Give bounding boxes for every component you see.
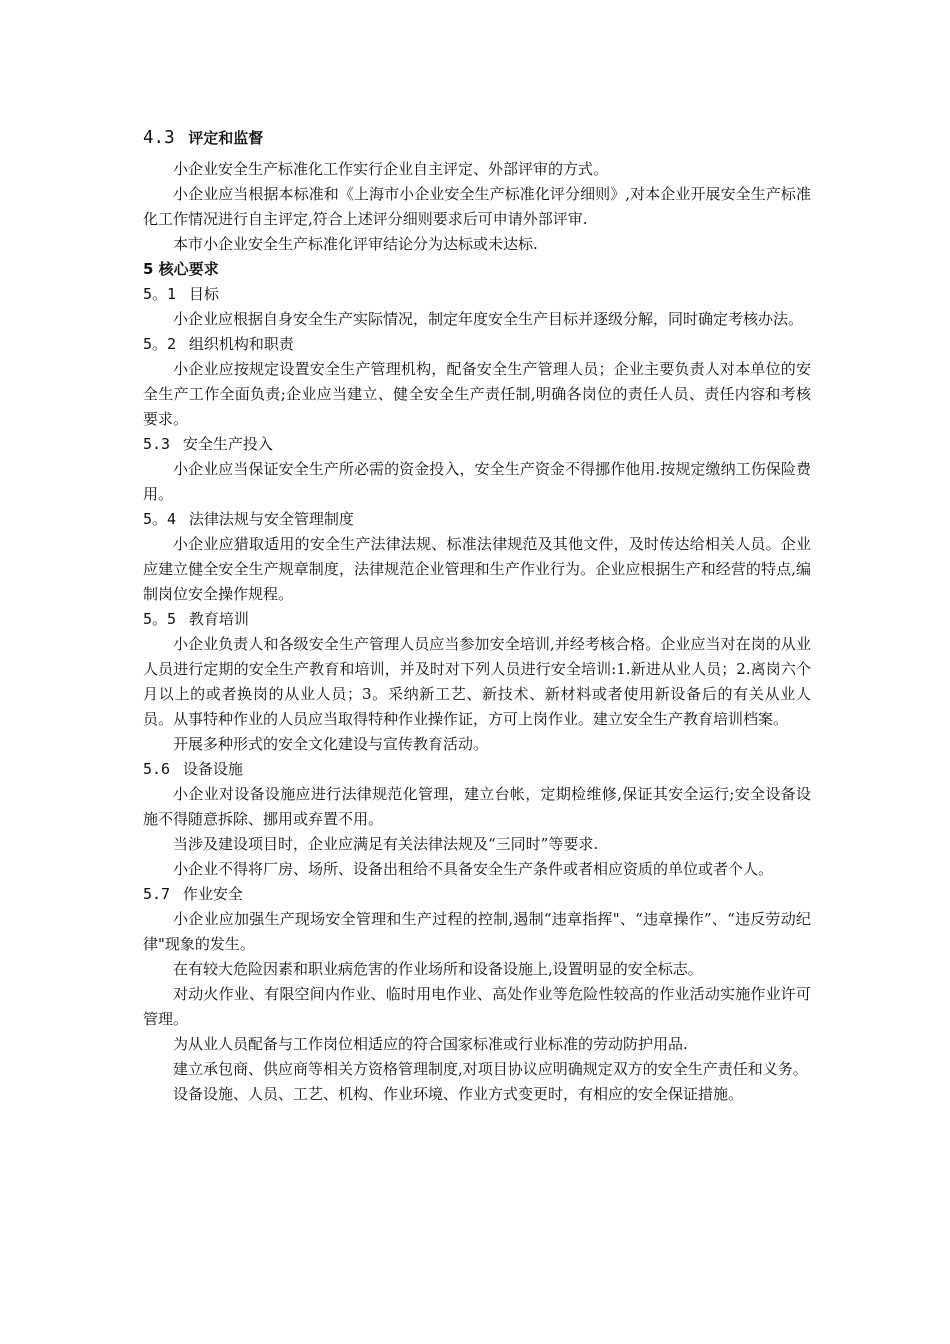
paragraph: 当涉及建设项目时，企业应满足有关法律法规及“三同时”等要求. — [173, 835, 599, 853]
section-5 — [143, 257, 811, 282]
section-heading — [143, 332, 811, 357]
section-5-5 — [143, 607, 811, 757]
section-title: 核心要求 — [158, 260, 219, 278]
section-title: 教育培训 — [188, 610, 249, 628]
paragraph: 小企业应按规定设置安全生产管理机构，配备安全生产管理人员；企业主要负责人对本单位的安全生产工作全面负责;企业应当建立、健全安全生产责任制,明确各岗位的责任人员、责任内容和考核要求。 — [143, 360, 811, 428]
paragraph: 小企业应当根据本标准和《上海市小企业安全生产标准化评分细则》,对本企业开展安全生产标准化工作情况进行自主评定,符合上述评分细则要求后可申请外部评审. — [143, 185, 811, 228]
section-title: 评定和监督 — [188, 129, 264, 147]
section-5-7 — [143, 882, 811, 1107]
section-number: 5。4 — [143, 510, 177, 528]
section-number: 5。2 — [143, 335, 177, 353]
paragraph: 建立承包商、供应商等相关方资格管理制度,对项目协议应明确规定双方的安全生产责任和义务。 — [173, 1060, 808, 1078]
paragraph: 小企业应加强生产现场安全管理和生产过程的控制,遏制“违章指挥"、“违章操作”、“违反劳动纪律"现象的发生。 — [143, 910, 811, 953]
section-heading — [143, 757, 811, 782]
paragraph: 小企业应根据自身安全生产实际情况，制定年度安全生产目标并逐级分解，同时确定考核办法。 — [173, 310, 804, 328]
section-number: 5 — [143, 260, 154, 278]
section-heading — [143, 282, 811, 307]
section-number: 5。5 — [143, 610, 177, 628]
section-5-3 — [143, 432, 811, 507]
section-title: 作业安全 — [182, 885, 243, 903]
paragraph: 设备设施、人员、工艺、机构、作业环境、作业方式变更时，有相应的安全保证措施。 — [173, 1085, 744, 1103]
section-number: 5.3 — [143, 435, 171, 453]
section-title: 组织机构和职责 — [188, 335, 294, 353]
paragraph: 在有较大危险因素和职业病危害的作业场所和设备设施上,设置明显的安全标志。 — [173, 960, 703, 978]
paragraph: 小企业应当保证安全生产所必需的资金投入，安全生产资金不得挪作他用.按规定缴纳工伤保险费用。 — [143, 460, 811, 503]
paragraph: 小企业不得将厂房、场所、设备出租给不具备安全生产条件或者相应资质的单位或者个人。 — [173, 860, 774, 878]
paragraph: 本市小企业安全生产标准化评审结论分为达标或未达标. — [173, 235, 538, 253]
paragraph: 小企业对设备设施应进行法律规范化管理，建立台帐，定期检维修,保证其安全运行;安全设备设施不得随意拆除、挪用或弃置不用。 — [143, 785, 811, 828]
section-number: 5。1 — [143, 285, 177, 303]
section-heading — [143, 432, 811, 457]
section-heading — [143, 607, 811, 632]
paragraph: 开展多种形式的安全文化建设与宣传教育活动。 — [173, 735, 489, 753]
paragraph: 小企业应猎取适用的安全生产法律法规、标准法律规范及其他文件，及时传达给相关人员。企业应建立健全安全生产规章制度，法律规范企业管理和生产作业行为。企业应根据生产和经营的特点,编制岗位安全操作规程。 — [143, 535, 811, 603]
section-title: 设备设施 — [182, 760, 243, 778]
section-title: 安全生产投入 — [182, 435, 273, 453]
section-4-3-body — [143, 157, 811, 257]
paragraph: 小企业安全生产标准化工作实行企业自主评定、外部评审的方式。 — [173, 160, 609, 178]
section-number: 5.6 — [143, 760, 171, 778]
section-5-6 — [143, 757, 811, 882]
section-5-2 — [143, 332, 811, 432]
section-5-4 — [143, 507, 811, 607]
section-5-1 — [143, 282, 811, 332]
document-page — [143, 126, 811, 1107]
section-title: 目标 — [188, 285, 219, 303]
section-heading — [143, 257, 811, 282]
section-4-3 — [143, 126, 811, 151]
section-number: 4.3 — [143, 128, 175, 148]
section-number: 5.7 — [143, 885, 171, 903]
paragraph: 为从业人员配备与工作岗位相适应的符合国家标准或行业标准的劳动防护用品. — [173, 1035, 688, 1053]
section-heading — [143, 126, 811, 151]
paragraph: 小企业负责人和各级安全生产管理人员应当参加安全培训,并经考核合格。企业应当对在岗的从业人员进行定期的安全生产教育和培训，并及时对下列人员进行安全培训:1.新进从业人员；2.离岗六个月以上的或者换岗的从业人员；3。采纳新工艺、新技术、新材料或者使用新设备后的有关从业人员。从事特种作业的人员应当取得特种作业操作证，方可上岗作业。建立安全生产教育培训档案。 — [143, 635, 811, 728]
section-heading — [143, 507, 811, 532]
section-heading — [143, 882, 811, 907]
section-title: 法律法规与安全管理制度 — [188, 510, 354, 528]
paragraph: 对动火作业、有限空间内作业、临时用电作业、高处作业等危险性较高的作业活动实施作业许可管理。 — [143, 985, 811, 1028]
